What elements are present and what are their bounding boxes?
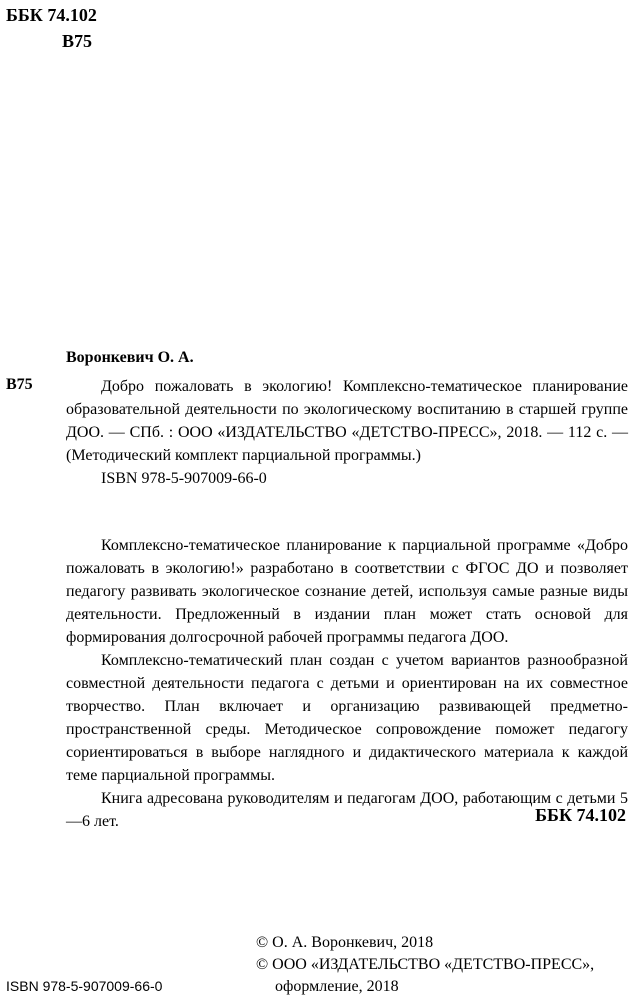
bibliographic-record <box>66 375 628 490</box>
record-description: Добро пожаловать в экологию! Комплексно-тематическое планирование образовательной деятельности по экологическому воспитанию в старшей группе ДОО. — СПб. : ООО «ИЗДАТЕЛЬСТВО «ДЕТСТВО-ПРЕСС», 2018. — 112 с. — (Методический комплект парциальной программы.) <box>66 378 628 464</box>
annotation-paragraph: Комплексно-тематический план создан с учетом вариантов разнообразной совместной деятельности педагога с детьми и ориентирован на их совместное творчество. План включает и организацию развивающей предметно-пространственной среды. Методическое сопровождение поможет педагогу сориентироваться в выборе наглядного и дидактического материала к каждой теме парциальной программы. <box>66 652 628 784</box>
copyright-author: © О. А. Воронкевич, 2018 <box>256 934 434 951</box>
author-sign-top: В75 <box>62 31 93 51</box>
record-author-sign: В75 <box>6 376 33 393</box>
copyright-publisher: © ООО «ИЗДАТЕЛЬСТВО «ДЕТСТВО-ПРЕСС», <box>256 956 595 973</box>
annotation-paragraph: Комплексно-тематическое планирование к парциальной программе «Добро пожаловать в экологию!» разработано в соответствии с ФГОС ДО и позволяет педагогу развивать экологическое сознание детей, используя самые разные виды деятельности. Предложенный в издании план может стать основой для формирования долгосрочной рабочей программы педагога ДОО. <box>66 537 628 646</box>
annotation-paragraph: Книга адресована руководителям и педагогам ДОО, работающим с детьми 5—6 лет. <box>66 790 628 830</box>
annotation <box>66 534 628 833</box>
bbk-index-bottom: ББК 74.102 <box>535 805 626 825</box>
copyright-design: оформление, 2018 <box>275 978 399 995</box>
record-author: Воронкевич О. А. <box>66 349 194 366</box>
bbk-index-top: ББК 74.102 <box>6 5 97 25</box>
record-isbn: ISBN 978-5-907009-66-0 <box>101 470 267 487</box>
copyright-block <box>256 932 632 998</box>
isbn-footer: ISBN 978-5-907009-66-0 <box>6 978 163 994</box>
